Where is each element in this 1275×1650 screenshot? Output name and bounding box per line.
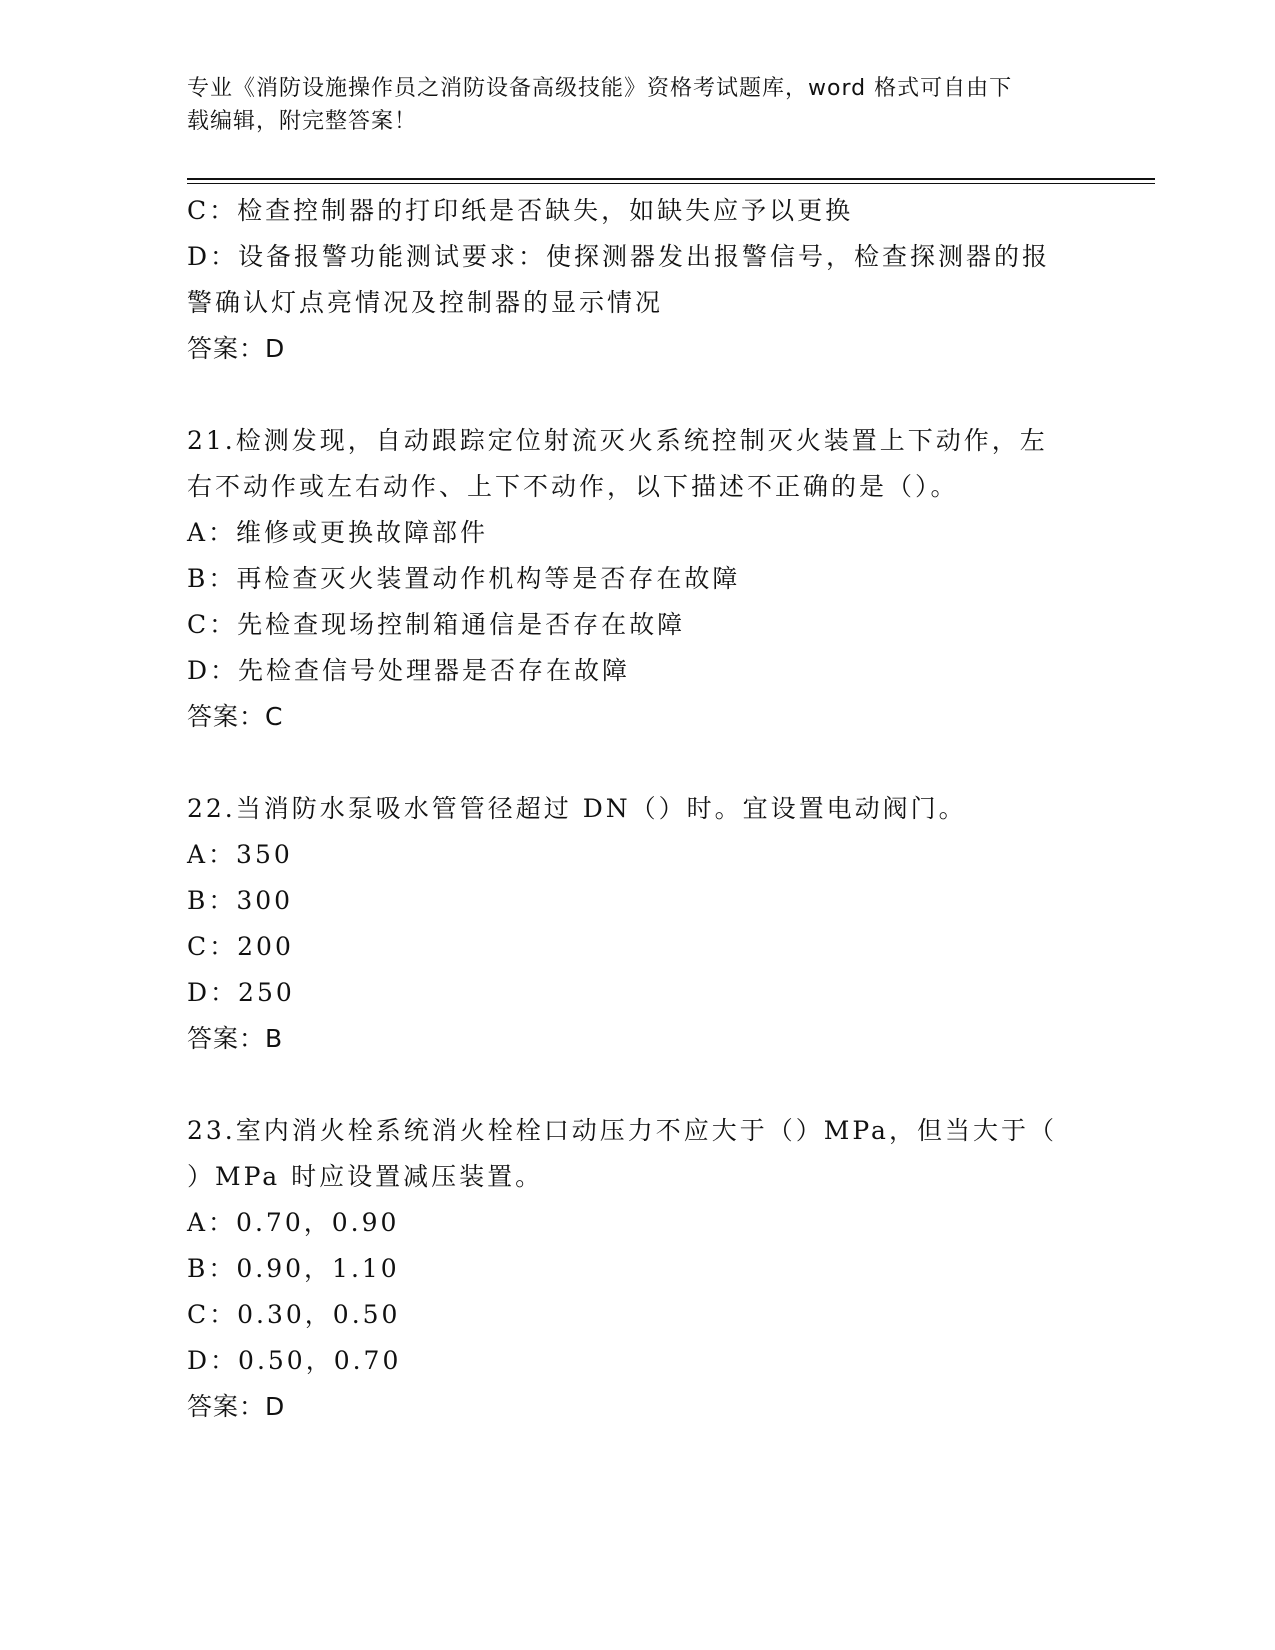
option-c: C：先检查现场控制箱通信是否存在故障 — [187, 610, 686, 639]
question-23 — [187, 1108, 1087, 1430]
header-line-1: 专业《消防设施操作员之消防设备高级技能》资格考试题库，word 格式可自由下 — [187, 76, 1013, 101]
answer-label: 答案：D — [187, 334, 286, 363]
option-c: C：200 — [187, 932, 294, 961]
option-b: B：再检查灭火装置动作机构等是否存在故障 — [187, 564, 741, 593]
answer-label: 答案：B — [187, 1024, 284, 1053]
option-a: A：维修或更换故障部件 — [187, 518, 489, 547]
option-d-continued: 警确认灯点亮情况及控制器的显示情况 — [187, 288, 664, 317]
spacer — [187, 372, 1087, 418]
option-b: B：300 — [187, 886, 294, 915]
question-21 — [187, 418, 1087, 740]
question-22 — [187, 786, 1087, 1062]
answer-label: 答案：D — [187, 1392, 286, 1421]
question-stem: 23.室内消火栓系统消火栓栓口动压力不应大于（）MPa，但当大于（ — [187, 1116, 1057, 1145]
spacer — [187, 740, 1087, 786]
option-a: A：0.70，0.90 — [187, 1208, 400, 1237]
question-stem-continued: ）MPa 时应设置减压装置。 — [187, 1162, 544, 1191]
option-d: D：设备报警功能测试要求：使探测器发出报警信号，检查探测器的报 — [187, 242, 1051, 271]
option-d: D：250 — [187, 978, 295, 1007]
question-stem-continued: 右不动作或左右动作、上下不动作，以下描述不正确的是（）。 — [187, 472, 959, 501]
document-header — [187, 72, 1067, 138]
option-c: C：0.30，0.50 — [187, 1300, 401, 1329]
header-divider-thick — [187, 178, 1155, 180]
question-content — [187, 188, 1087, 1430]
spacer — [187, 1062, 1087, 1108]
question-stem: 22.当消防水泵吸水管管径超过 DN（）时。宜设置电动阀门。 — [187, 794, 967, 823]
header-line-2: 载编辑，附完整答案！ — [187, 109, 418, 134]
option-a: A：350 — [187, 840, 293, 869]
option-d: D：先检查信号处理器是否存在故障 — [187, 656, 631, 685]
option-c: C：检查控制器的打印纸是否缺失，如缺失应予以更换 — [187, 196, 854, 225]
option-d: D：0.50，0.70 — [187, 1346, 402, 1375]
header-divider-thin — [187, 183, 1155, 184]
option-b: B：0.90，1.10 — [187, 1254, 400, 1283]
answer-label: 答案：C — [187, 702, 284, 731]
question-stem: 21.检测发现，自动跟踪定位射流灭火系统控制灭火装置上下动作，左 — [187, 426, 1048, 455]
